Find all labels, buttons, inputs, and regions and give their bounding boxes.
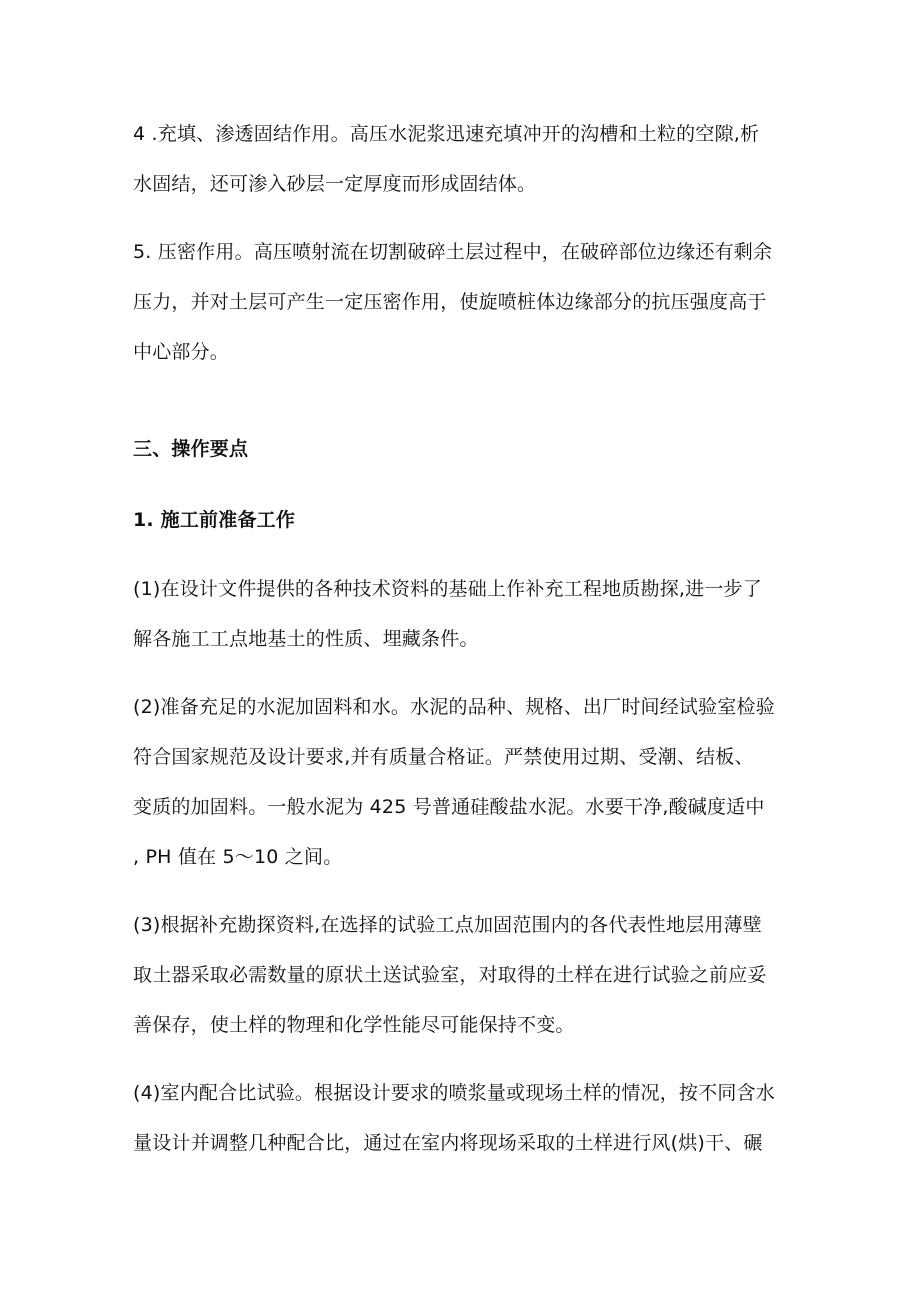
subsection-heading: 1. 施工前准备工作 (133, 509, 296, 531)
step-2-line-3: 变质的加固料。一般水泥为 425 号普通硅酸盐水泥。水要干净,酸碱度适中 (133, 796, 765, 818)
paragraph-item-5-line-1: 5. 压密作用。高压喷射流在切割破碎土层过程中，在破碎部位边缘还有剩余 (133, 241, 773, 263)
step-3-line-2: 取土器采取必需数量的原状土送试验室，对取得的土样在进行试验之前应妥 (133, 964, 767, 986)
step-2-line-1: (2)准备充足的水泥加固料和水。水泥的品种、规格、出厂时间经试验室检验 (133, 696, 775, 718)
step-2-line-2: 符合国家规范及设计要求,并有质量合格证。严禁使用过期、受潮、结板、 (133, 746, 754, 768)
step-3-line-1: (3)根据补充勘探资料,在选择的试验工点加固范围内的各代表性地层用薄壁 (133, 914, 762, 936)
step-1-line-1: (1)在设计文件提供的各种技术资料的基础上作补充工程地质勘探,进一步了 (133, 578, 762, 600)
step-1-line-2: 解各施工工点地基土的性质、埋藏条件。 (133, 628, 479, 650)
paragraph-item-5-line-2: 压力，并对土层可产生一定压密作用，使旋喷桩体边缘部分的抗压强度高于 (133, 291, 767, 313)
section-heading: 三、操作要点 (133, 438, 249, 460)
step-4-line-1: (4)室内配合比试验。根据设计要求的喷浆量或现场土样的情况，按不同含水 (133, 1082, 775, 1104)
paragraph-item-4-line-1: 4 .充填、渗透固结作用。高压水泥浆迅速充填冲开的沟槽和土粒的空隙,析 (133, 123, 760, 145)
paragraph-item-5-line-3: 中心部分。 (133, 341, 230, 363)
step-3-line-3: 善保存，使土样的物理和化学性能尽可能保持不变。 (133, 1014, 575, 1036)
step-2-line-4: , PH 值在 5～10 之间。 (133, 846, 343, 868)
paragraph-item-4-line-2: 水固结，还可渗入砂层一定厚度而形成固结体。 (133, 173, 537, 195)
step-4-line-2: 量设计并调整几种配合比，通过在室内将现场采取的土样进行风(烘)干、碾 (133, 1132, 763, 1154)
